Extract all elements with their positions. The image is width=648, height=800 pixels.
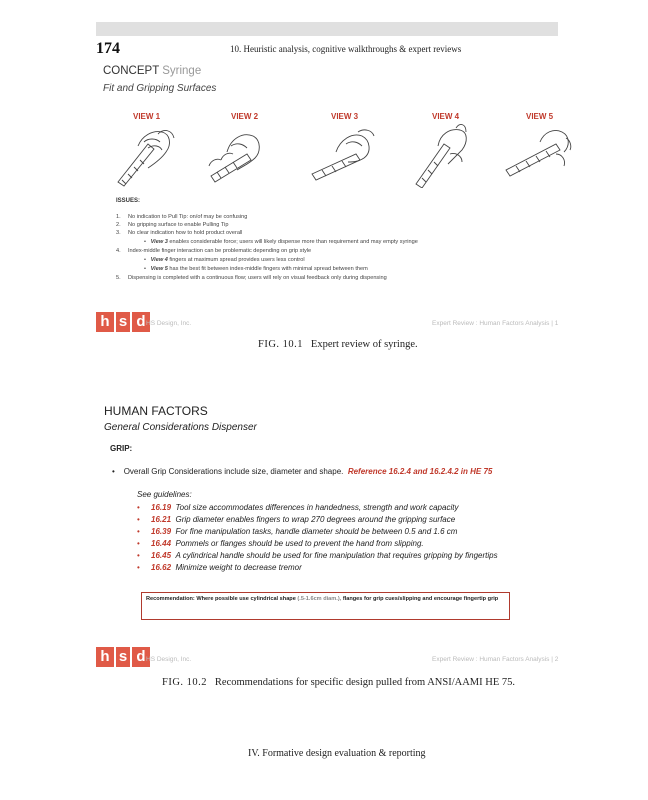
part-footer: IV. Formative design evaluation & reporting [248,748,426,759]
view-label-1: VIEW 1 [133,112,161,121]
view-label-5: VIEW 5 [526,112,554,121]
issue-item: 4. Index-middle finger interaction can be problematic depending on grip style [116,248,312,254]
subissue-item: • View 3 enables considerable force; users will likely dispense more than requirement and may empty syringe [144,239,418,245]
hand-sketch-view-3 [306,124,378,186]
slide1-footer-right: Expert Review : Human Factors Analysis | 1 [432,320,559,327]
slide1-title [103,65,201,77]
view-label-2: VIEW 2 [231,112,259,121]
guideline-item: • 16.39 For fine manipulation tasks, handle diameter should be between 0.5 and 1.6 cm [137,527,458,536]
guideline-item: • 16.19 Tool size accommodates differences in handedness, strength and work capacity [137,503,459,512]
slide2-title: HUMAN FACTORS [104,404,208,418]
hsd-logo-2: h s d [96,647,150,667]
guideline-item: • 16.62 Minimize weight to decrease tremor [137,563,302,572]
grip-bullet: • Overall Grip Considerations include size, diameter and shape. Reference 16.2.4 and 16.2.4.2 in HE 75 [112,467,493,476]
guideline-item: • 16.45 A cylindrical handle should be used for fine manipulation that requires gripping by fingertips [137,551,498,560]
slide2-footer-right: Expert Review : Human Factors Analysis | 2 [432,656,559,663]
slide2-footer-company: HS Design, Inc. [146,656,192,663]
subissue-item: • View 4 fingers at maximum spread provides users less control [144,257,305,263]
guideline-item: • 16.21 Grip diameter enables fingers to wrap 270 degrees around the gripping surface [137,515,456,524]
issue-item: 2. No gripping surface to enable Pulling Tip [116,222,229,228]
issue-item: 3. No clear indication how to hold product overall [116,230,243,236]
header-bar [96,22,558,36]
view-label-4: VIEW 4 [432,112,460,121]
view-label-3: VIEW 3 [331,112,359,121]
figure-caption-1: FIG. 10.1 Expert review of syringe. [258,339,418,350]
slide2-subtitle: General Considerations Dispenser [104,422,257,433]
hand-sketch-view-5 [500,124,574,186]
figure-caption-2: FIG. 10.2 Recommendations for specific design pulled from ANSI/AAMI HE 75. [162,677,515,688]
recommendation-box: Recommendation: Where possible use cylindrical shape (.5-1.6cm diam.), flanges for grip cues/slipping and encourage fingertip grip [141,592,510,620]
grip-label: GRIP: [110,444,133,453]
slide1-title-item: Syringe [162,65,202,77]
slide1-subtitle: Fit and Gripping Surfaces [103,83,217,94]
issues-heading: ISSUES: [116,198,141,204]
slide1-footer-company: HS Design, Inc. [146,320,192,327]
guidelines-heading: See guidelines: [137,490,192,499]
running-head: 10. Heuristic analysis, cognitive walkthroughs & expert reviews [230,44,462,54]
slide1-title-main: CONCEPT [103,65,160,77]
subissue-item: • View 5 has the best fit between index-middle fingers with minimal spread between them [144,266,368,272]
guideline-item: • 16.44 Pommels or flanges should be used to prevent the hand from slipping. [137,539,424,548]
hand-sketch-view-4 [404,124,470,188]
hand-sketch-view-1 [108,124,178,188]
hand-sketch-view-2 [203,126,269,188]
issue-item: 1. No indication to Pull Tip: on/of may be confusing [116,214,248,220]
issue-item: 5. Dispensing is completed with a continuous flow; users will rely on visual feedback only during dispensing [116,275,387,281]
hsd-logo-1: h s d [96,312,150,332]
page-number: 174 [96,40,120,57]
